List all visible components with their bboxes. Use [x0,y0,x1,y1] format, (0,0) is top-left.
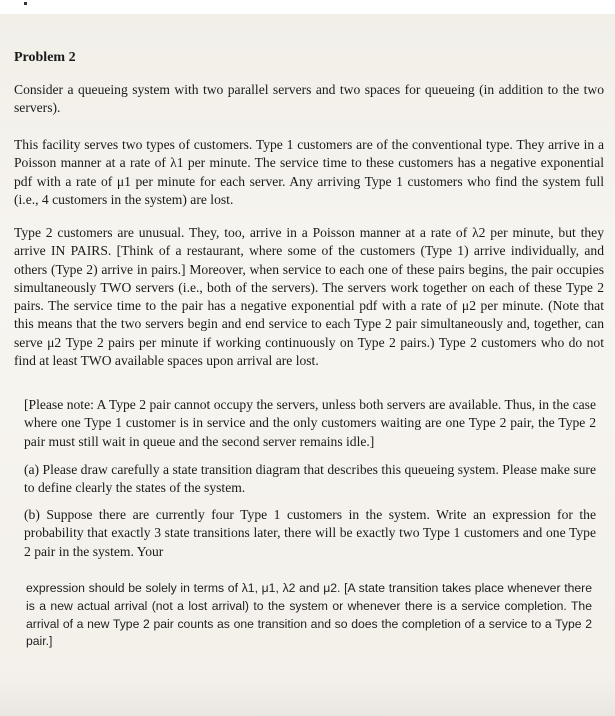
corner-mark [24,2,27,5]
part-b-question: (b) Suppose there are currently four Type 1 customers in the system. Write an expression for the probability that exactly 3 state transitions later, there will be exactly two Type 1 customers and one Type 2 pair in the system. Your [24,507,596,559]
paragraph-type1-customers: This facility serves two types of customers. Type 1 customers are of the conventional type. They arrive in a Poisson manner at a rate of λ1 per minute. The service time to these customers has a negative exponential pdf with a rate of μ1 per minute for each server. Any arriving Type 1 customers who find the system full (i.e., 4 customers in the system) are lost. [14,137,604,207]
bottom-shade [0,676,615,716]
problem-title: Problem 2 [14,50,76,65]
top-margin-strip [0,0,615,14]
part-a-question: (a) Please draw carefully a state transition diagram that describes this queueing system. Please make sure to define clearly the states of the system. [24,462,596,496]
paragraph-type2-customers: Type 2 customers are unusual. They, too, arrive in a Poisson manner at a rate of λ2 per minute, but they arrive IN PAIRS. [Think of a restaurant, where some of the customers (Type 1) arrive individually, and others (Type 2) arrive in pairs.] Moreover, when service to each one of these pairs begins, the pair occupies simultaneously TWO servers (i.e., both of the servers). The servers work together on each of these Type 2 pairs. The service time to the pair has a negative exponential pdf with a rate of μ2 per minute. (Note that this means that the two servers begin and end service to each Type 2 pair simultaneously and, together, can serve μ2 Type 2 pairs per minute if working continuously on Type 2 pairs.) Type 2 customers who do not find at least TWO available spaces upon arrival are lost. [14,225,604,369]
note-paragraph: [Please note: A Type 2 pair cannot occupy the servers, unless both servers are available. Thus, in the case where one Type 1 customer is in service and the only customers waiting are one Type 2 pair, the Type 2 pair must still wait in queue and the second server remains idle.] [24,397,596,449]
part-b-continuation: expression should be solely in terms of λ1, μ1, λ2 and μ2. [A state transition takes place whenever there is a new actual arrival (not a lost arrival) to the system or whenever there is a service completion. The arrival of a new Type 2 pair counts as one transition and so does the completion of a service to a Type 2 pair.] [26,581,592,649]
document-page [0,14,615,716]
problem-intro: Consider a queueing system with two parallel servers and two spaces for queueing (in addition to the two servers). [14,82,604,116]
